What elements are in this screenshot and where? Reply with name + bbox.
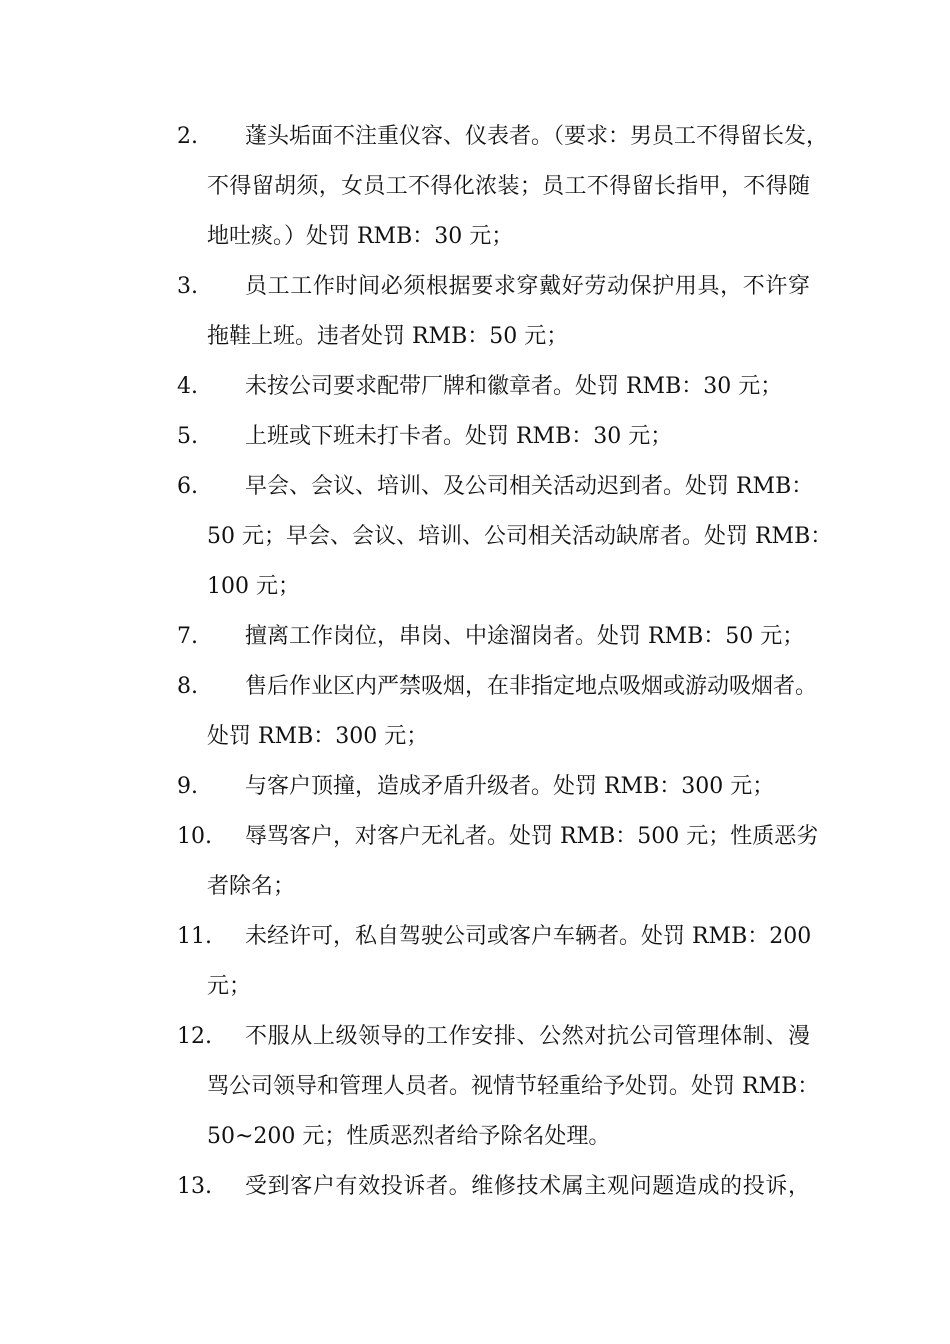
rule-text-continuation: 不得留胡须，女员工不得化浓装；员工不得留长指甲，不得随 — [207, 174, 810, 199]
rule-text: 员工工作时间必须根据要求穿戴好劳动保护用具，不许穿 — [245, 274, 810, 299]
rule-number: 11. — [177, 924, 212, 949]
rule-text-continuation: 元； — [207, 974, 252, 999]
rule-text: 蓬头垢面不注重仪容、仪表者。（要求：男员工不得留长发， — [245, 124, 829, 149]
rule-text-continuation: 者除名； — [207, 874, 296, 899]
rule-text-continuation: 拖鞋上班。违者处罚 RMB：50 元； — [207, 324, 569, 349]
rule-text: 不服从上级领导的工作安排、公然对抗公司管理体制、漫 — [245, 1024, 810, 1049]
rule-text: 受到客户有效投诉者。维修技术属主观问题造成的投诉， — [245, 1174, 810, 1199]
rule-text-continuation: 地吐痰。）处罚 RMB：30 元； — [207, 224, 514, 249]
rule-number: 12. — [177, 1024, 212, 1049]
rule-text-continuation: 处罚 RMB：300 元； — [207, 724, 429, 749]
rule-text: 未经许可，私自驾驶公司或客户车辆者。处罚 RMB：200 — [245, 924, 812, 949]
rule-number: 3. — [177, 274, 198, 299]
rule-text: 早会、会议、培训、及公司相关活动迟到者。处罚 RMB： — [245, 474, 814, 499]
rule-number: 10. — [177, 824, 212, 849]
rule-text: 售后作业区内严禁吸烟，在非指定地点吸烟或游动吸烟者。 — [245, 674, 818, 699]
rule-number: 2. — [177, 124, 198, 149]
rule-number: 5. — [177, 424, 198, 449]
rule-text-continuation: 100 元； — [207, 574, 300, 599]
rule-number: 8. — [177, 674, 198, 699]
rule-number: 13. — [177, 1174, 212, 1199]
rule-text-continuation: 50~200 元；性质恶烈者给予除名处理。 — [207, 1124, 611, 1149]
rule-number: 7. — [177, 624, 198, 649]
rule-text: 辱骂客户，对客户无礼者。处罚 RMB：500 元；性质恶劣 — [245, 824, 819, 849]
rule-number: 9. — [177, 774, 198, 799]
rule-text: 与客户顶撞，造成矛盾升级者。处罚 RMB：300 元； — [245, 774, 775, 799]
rule-text-continuation: 骂公司领导和管理人员者。视情节轻重给予处罚。处罚 RMB： — [207, 1074, 820, 1099]
rule-text: 擅离工作岗位，串岗、中途溜岗者。处罚 RMB：50 元； — [245, 624, 805, 649]
rule-text: 上班或下班未打卡者。处罚 RMB：30 元； — [245, 424, 673, 449]
rule-number: 6. — [177, 474, 198, 499]
rule-text: 未按公司要求配带厂牌和徽章者。处罚 RMB：30 元； — [245, 374, 783, 399]
rule-text-continuation: 50 元；早会、会议、培训、公司相关活动缺席者。处罚 RMB： — [207, 524, 833, 549]
rule-number: 4. — [177, 374, 198, 399]
